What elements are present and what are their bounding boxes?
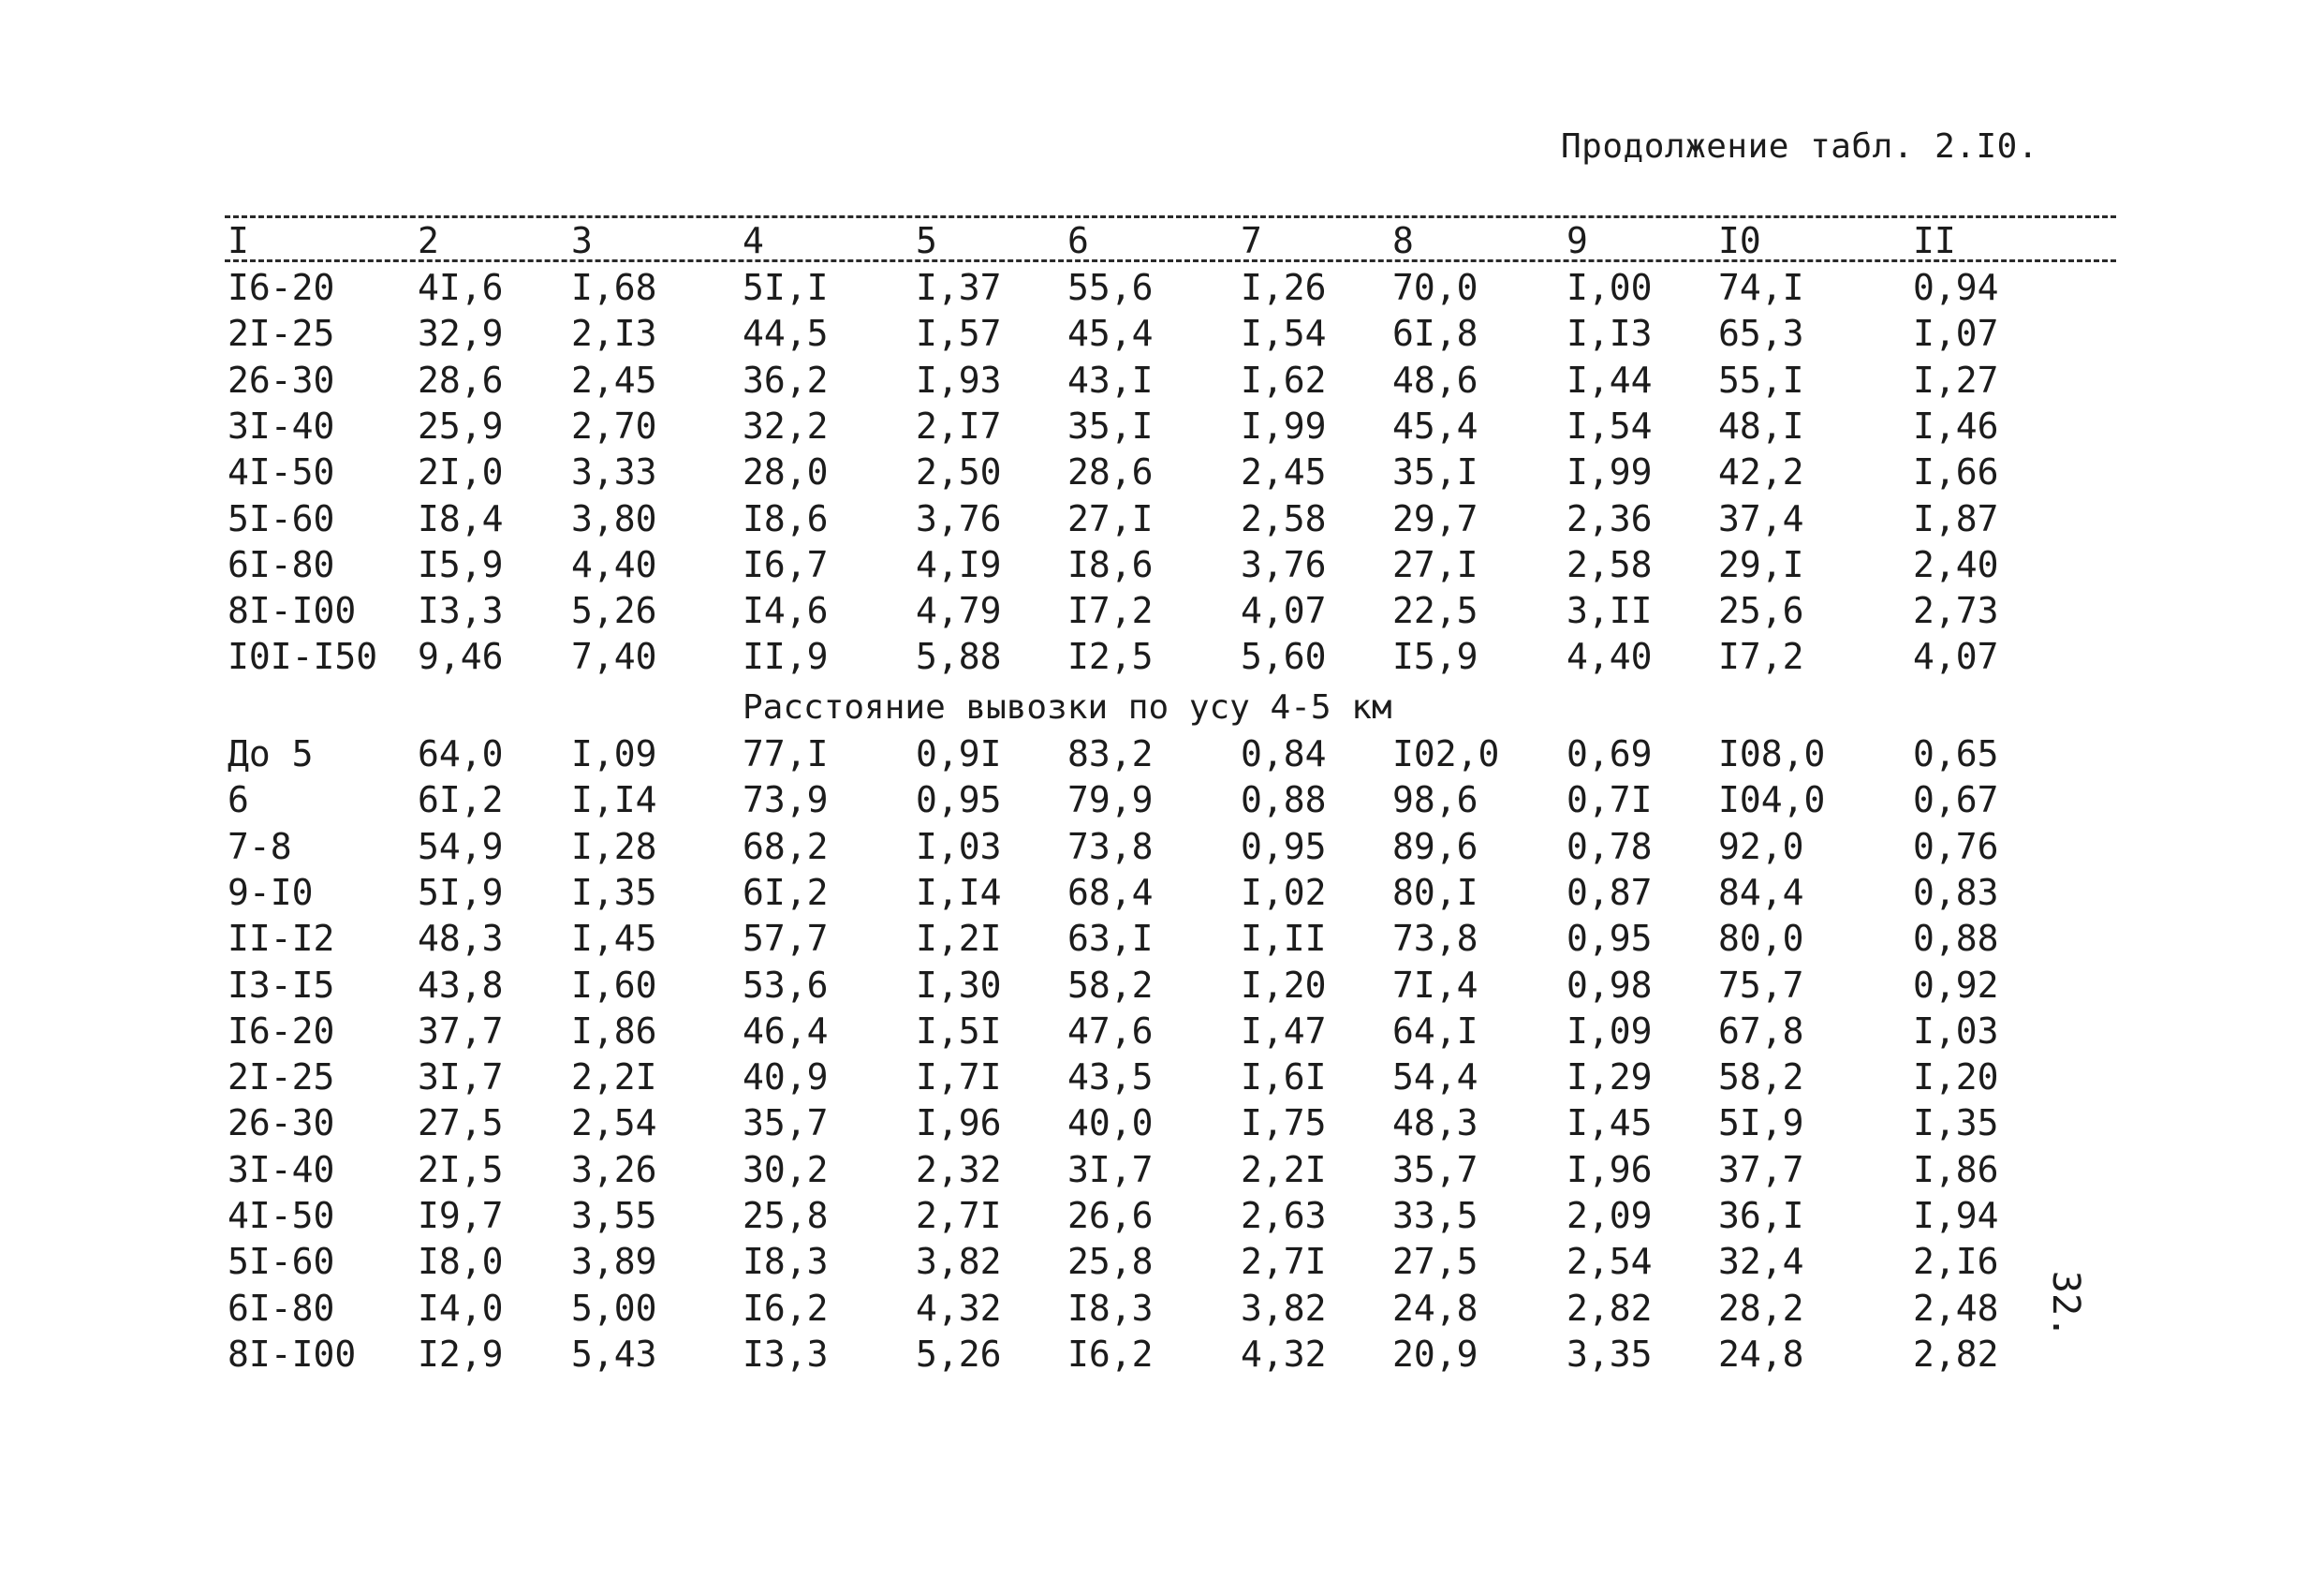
table-cell: I4,6 — [743, 590, 829, 632]
table-cell: 35,7 — [743, 1102, 829, 1144]
table-cell: 5,43 — [571, 1333, 657, 1375]
table-cell: 5,00 — [571, 1287, 657, 1329]
table-cell: 5I,I — [743, 267, 829, 308]
table-cell: I6,2 — [1067, 1333, 1154, 1375]
table-cell: 5,88 — [916, 636, 1002, 678]
table-cell: II,9 — [743, 636, 829, 678]
table-cell: I,30 — [916, 964, 1002, 1006]
table-cell: 0,88 — [1913, 918, 1999, 960]
table-row — [0, 1285, 2324, 1332]
table-cell: 28,6 — [418, 359, 504, 401]
table-cell: I,I4 — [916, 871, 1002, 913]
table-cell: 4,40 — [1566, 636, 1653, 678]
table-cell: I8,6 — [1067, 543, 1154, 585]
table-cell: 2,36 — [1566, 497, 1653, 539]
table-cell: 0,84 — [1241, 733, 1327, 774]
table-cell: I,54 — [1566, 405, 1653, 447]
table-cell: I,45 — [571, 918, 657, 960]
row-label: 6I-80 — [228, 1287, 335, 1329]
row-label: 2I-25 — [228, 1056, 335, 1098]
table-cell: I7,2 — [1718, 636, 1804, 678]
table-cell: 3,76 — [1241, 543, 1327, 585]
table-cell: 5I,9 — [418, 871, 504, 913]
table-cell: 25,8 — [743, 1195, 829, 1236]
table-cell: 43,5 — [1067, 1056, 1154, 1098]
table-cell: 27,5 — [1392, 1241, 1478, 1283]
table-cell: 63,I — [1067, 918, 1154, 960]
table-cell: 57,7 — [743, 918, 829, 960]
table-cell: 7,40 — [571, 636, 657, 678]
table-cell: 2,40 — [1913, 543, 1999, 585]
row-label: 5I-60 — [228, 1241, 335, 1283]
table-cell: I8,6 — [743, 497, 829, 539]
table-cell: 4,40 — [571, 543, 657, 585]
table-cell: I,35 — [571, 871, 657, 913]
table-cell: 25,9 — [418, 405, 504, 447]
table-cell: 47,6 — [1067, 1010, 1154, 1052]
table-cell: 35,7 — [1392, 1148, 1478, 1190]
table-cell: 29,I — [1718, 543, 1804, 585]
table-cell: 74,I — [1718, 267, 1804, 308]
table-cell: 0,92 — [1913, 964, 1999, 1006]
header-cell: 7 — [1241, 220, 1262, 261]
table-row — [0, 449, 2324, 495]
row-label: 6 — [228, 779, 249, 821]
row-label: 3I-40 — [228, 1148, 335, 1190]
header-cell: 4 — [743, 220, 764, 261]
table-cell: I,35 — [1913, 1102, 1999, 1144]
table-row — [0, 1192, 2324, 1239]
table-cell: 54,9 — [418, 825, 504, 867]
table-cell: 79,9 — [1067, 779, 1154, 821]
table-row — [0, 776, 2324, 823]
table-cell: 42,2 — [1718, 451, 1804, 494]
table-cell: 2,48 — [1913, 1287, 1999, 1329]
table-cell: 37,7 — [1718, 1148, 1804, 1190]
table-row — [0, 264, 2324, 311]
table-cell: 27,5 — [418, 1102, 504, 1144]
table-cell: 2,I7 — [916, 405, 1002, 447]
table-cell: 3,35 — [1566, 1333, 1653, 1375]
table-row — [0, 869, 2324, 916]
table-cell: 0,98 — [1566, 964, 1653, 1006]
table-cell: 0,95 — [916, 779, 1002, 821]
table-cell: 0,88 — [1241, 779, 1327, 821]
table-cell: I04,0 — [1718, 779, 1826, 821]
table-cell: I7,2 — [1067, 590, 1154, 632]
table-cell: 35,I — [1392, 451, 1478, 494]
table-cell: I,45 — [1566, 1102, 1653, 1144]
table-cell: I6,7 — [743, 543, 829, 585]
table-cell: 22,5 — [1392, 590, 1478, 632]
table-cell: I,II — [1241, 918, 1327, 960]
table-cell: 53,6 — [743, 964, 829, 1006]
table-cell: 3,82 — [1241, 1287, 1327, 1329]
table-cell: I,46 — [1913, 405, 1999, 447]
table-cell: 36,I — [1718, 1195, 1804, 1236]
table-cell: 2,82 — [1566, 1287, 1653, 1329]
table-cell: 4,I9 — [916, 543, 1002, 585]
table-cell: I,20 — [1913, 1056, 1999, 1098]
table-cell: 3,89 — [571, 1241, 657, 1283]
table-cell: 3,33 — [571, 451, 657, 494]
table-row — [0, 587, 2324, 634]
header-cell: 9 — [1566, 220, 1588, 261]
section-title: Расстояние вывозки по усу 4-5 км — [743, 688, 1392, 727]
table-cell: 40,9 — [743, 1056, 829, 1098]
row-label: 2I-25 — [228, 313, 335, 355]
table-cell: 0,9I — [916, 733, 1002, 774]
table-cell: 32,2 — [743, 405, 829, 447]
table-cell: 43,I — [1067, 359, 1154, 401]
table-cell: I,37 — [916, 267, 1002, 308]
row-label: 8I-I00 — [228, 590, 357, 632]
row-label: II-I2 — [228, 918, 335, 960]
table-cell: I,28 — [571, 825, 657, 867]
row-label: До 5 — [228, 733, 314, 774]
table-row — [0, 915, 2324, 962]
header-cell: II — [1913, 220, 1956, 261]
table-cell: 6I,2 — [743, 871, 829, 913]
table-cell: 2,45 — [1241, 451, 1327, 494]
row-label: 4I-50 — [228, 451, 335, 494]
table-cell: I,96 — [916, 1102, 1002, 1144]
table-cell: 55,I — [1718, 359, 1804, 401]
table-caption: Продолжение табл. 2.I0. — [1561, 127, 2038, 166]
table-cell: 0,67 — [1913, 779, 1999, 821]
table-row — [0, 823, 2324, 870]
header-cell: 3 — [571, 220, 593, 261]
table-cell: 5I,9 — [1718, 1102, 1804, 1144]
table-row — [0, 1054, 2324, 1100]
table-cell: I,7I — [916, 1056, 1002, 1098]
table-cell: 0,65 — [1913, 733, 1999, 774]
table-cell: 3,80 — [571, 497, 657, 539]
table-cell: 36,2 — [743, 359, 829, 401]
header-cell: 8 — [1392, 220, 1414, 261]
table-cell: I,07 — [1913, 313, 1999, 355]
row-label: 26-30 — [228, 1102, 335, 1144]
table-cell: I,03 — [916, 825, 1002, 867]
table-row — [0, 962, 2324, 1009]
table-cell: 37,7 — [418, 1010, 504, 1052]
table-cell: 24,8 — [1718, 1333, 1804, 1375]
table-cell: I,54 — [1241, 313, 1327, 355]
table-cell: 43,8 — [418, 964, 504, 1006]
table-cell: 35,I — [1067, 405, 1154, 447]
table-cell: 64,I — [1392, 1010, 1478, 1052]
table-cell: 5,26 — [571, 590, 657, 632]
table-cell: 33,5 — [1392, 1195, 1478, 1236]
table-cell: 4,32 — [1241, 1333, 1327, 1375]
table-cell: 68,2 — [743, 825, 829, 867]
header-cell: 2 — [418, 220, 439, 261]
table-cell: 64,0 — [418, 733, 504, 774]
table-cell: I,44 — [1566, 359, 1653, 401]
table-cell: 0,78 — [1566, 825, 1653, 867]
table-cell: I,27 — [1913, 359, 1999, 401]
table-cell: 2,70 — [571, 405, 657, 447]
table-cell: I,29 — [1566, 1056, 1653, 1098]
table-cell: I,60 — [571, 964, 657, 1006]
table-cell: 4,79 — [916, 590, 1002, 632]
table-cell: 73,8 — [1392, 918, 1478, 960]
table-cell: I,03 — [1913, 1010, 1999, 1052]
row-label: 3I-40 — [228, 405, 335, 447]
table-header-rule — [225, 259, 2116, 262]
table-header-row — [0, 217, 2324, 264]
table-cell: I,6I — [1241, 1056, 1327, 1098]
table-cell: 26,6 — [1067, 1195, 1154, 1236]
table-cell: I,68 — [571, 267, 657, 308]
table-cell: 29,7 — [1392, 497, 1478, 539]
table-cell: 67,8 — [1718, 1010, 1804, 1052]
header-cell: 6 — [1067, 220, 1089, 261]
table-cell: 55,6 — [1067, 267, 1154, 308]
table-cell: 46,4 — [743, 1010, 829, 1052]
table-cell: I08,0 — [1718, 733, 1826, 774]
page-number: 32. — [2044, 1270, 2088, 1339]
table-cell: 83,2 — [1067, 733, 1154, 774]
table-cell: 70,0 — [1392, 267, 1478, 308]
table-cell: 6I,8 — [1392, 313, 1478, 355]
table-cell: 2,73 — [1913, 590, 1999, 632]
table-cell: 77,I — [743, 733, 829, 774]
table-cell: 25,6 — [1718, 590, 1804, 632]
table-cell: 7I,4 — [1392, 964, 1478, 1006]
table-cell: 68,4 — [1067, 871, 1154, 913]
table-cell: 3I,7 — [1067, 1148, 1154, 1190]
table-cell: I,20 — [1241, 964, 1327, 1006]
table-row — [0, 1099, 2324, 1146]
table-cell: I9,7 — [418, 1195, 504, 1236]
table-cell: I2,5 — [1067, 636, 1154, 678]
table-cell: I,26 — [1241, 267, 1327, 308]
table-cell: 48,3 — [1392, 1102, 1478, 1144]
table-cell: I,86 — [571, 1010, 657, 1052]
table-cell: I3,3 — [418, 590, 504, 632]
header-cell: 5 — [916, 220, 937, 261]
table-cell: 0,83 — [1913, 871, 1999, 913]
table-cell: I,93 — [916, 359, 1002, 401]
table-cell: 2,58 — [1241, 497, 1327, 539]
row-label: 7-8 — [228, 825, 292, 867]
header-cell: I — [228, 220, 249, 261]
table-cell: 5,60 — [1241, 636, 1327, 678]
table-cell: 2,2I — [571, 1056, 657, 1098]
row-label: 4I-50 — [228, 1195, 335, 1236]
table-cell: I,99 — [1241, 405, 1327, 447]
table-cell: 4,07 — [1913, 636, 1999, 678]
row-label: 8I-I00 — [228, 1333, 357, 1375]
table-cell: 27,I — [1067, 497, 1154, 539]
table-cell: 84,4 — [1718, 871, 1804, 913]
table-cell: I02,0 — [1392, 733, 1500, 774]
table-cell: 27,I — [1392, 543, 1478, 585]
table-cell: I,62 — [1241, 359, 1327, 401]
table-cell: I8,0 — [418, 1241, 504, 1283]
table-cell: 73,9 — [743, 779, 829, 821]
table-cell: I,5I — [916, 1010, 1002, 1052]
table-cell: 2I,0 — [418, 451, 504, 494]
table-cell: 4,32 — [916, 1287, 1002, 1329]
table-cell: 2,54 — [1566, 1241, 1653, 1283]
table-cell: 45,4 — [1392, 405, 1478, 447]
row-label: I6-20 — [228, 267, 335, 308]
table-cell: 25,8 — [1067, 1241, 1154, 1283]
table-row — [0, 541, 2324, 588]
table-cell: I4,0 — [418, 1287, 504, 1329]
table-cell: 4,07 — [1241, 590, 1327, 632]
table-cell: 24,8 — [1392, 1287, 1478, 1329]
table-cell: 3I,7 — [418, 1056, 504, 1098]
table-cell: 30,2 — [743, 1148, 829, 1190]
table-cell: I8,4 — [418, 497, 504, 539]
table-cell: 28,0 — [743, 451, 829, 494]
table-cell: 37,4 — [1718, 497, 1804, 539]
table-cell: 80,I — [1392, 871, 1478, 913]
table-cell: 9,46 — [418, 636, 504, 678]
table-cell: I8,3 — [743, 1241, 829, 1283]
table-cell: I5,9 — [1392, 636, 1478, 678]
table-cell: 40,0 — [1067, 1102, 1154, 1144]
table-cell: I,86 — [1913, 1148, 1999, 1190]
table-cell: 3,82 — [916, 1241, 1002, 1283]
table-cell: I,57 — [916, 313, 1002, 355]
table-cell: 28,6 — [1067, 451, 1154, 494]
table-cell: 2,2I — [1241, 1148, 1327, 1190]
row-label: I0I-I50 — [228, 636, 378, 678]
table-row — [0, 1008, 2324, 1054]
table-cell: 28,2 — [1718, 1287, 1804, 1329]
table-row — [0, 730, 2324, 777]
table-cell: 6I,2 — [418, 779, 504, 821]
table-cell: 75,7 — [1718, 964, 1804, 1006]
table-row — [0, 1238, 2324, 1285]
table-cell: 32,4 — [1718, 1241, 1804, 1283]
table-cell: 48,6 — [1392, 359, 1478, 401]
table-cell: I,75 — [1241, 1102, 1327, 1144]
table-cell: I,I3 — [1566, 313, 1653, 355]
row-label: 6I-80 — [228, 543, 335, 585]
table-cell: 0,7I — [1566, 779, 1653, 821]
table-cell: 3,II — [1566, 590, 1653, 632]
table-cell: 45,4 — [1067, 313, 1154, 355]
table-cell: 48,I — [1718, 405, 1804, 447]
table-cell: 0,76 — [1913, 825, 1999, 867]
table-row — [0, 495, 2324, 542]
row-label: 9-I0 — [228, 871, 314, 913]
table-row — [0, 1331, 2324, 1378]
table-cell: 58,2 — [1718, 1056, 1804, 1098]
table-cell: 92,0 — [1718, 825, 1804, 867]
table-row — [0, 357, 2324, 404]
table-cell: I,02 — [1241, 871, 1327, 913]
table-cell: I,47 — [1241, 1010, 1327, 1052]
table-cell: 2,63 — [1241, 1195, 1327, 1236]
table-cell: 48,3 — [418, 918, 504, 960]
table-cell: 0,69 — [1566, 733, 1653, 774]
table-cell: I,96 — [1566, 1148, 1653, 1190]
header-cell: I0 — [1718, 220, 1761, 261]
table-cell: I,66 — [1913, 451, 1999, 494]
row-label: I6-20 — [228, 1010, 335, 1052]
table-cell: 2,32 — [916, 1148, 1002, 1190]
table-cell: I6,2 — [743, 1287, 829, 1329]
table-cell: 2,58 — [1566, 543, 1653, 585]
table-cell: 58,2 — [1067, 964, 1154, 1006]
table-cell: I8,3 — [1067, 1287, 1154, 1329]
table-cell: 20,9 — [1392, 1333, 1478, 1375]
table-cell: 89,6 — [1392, 825, 1478, 867]
table-cell: 2,54 — [571, 1102, 657, 1144]
table-cell: 0,95 — [1241, 825, 1327, 867]
table-cell: 2I,5 — [418, 1148, 504, 1190]
table-cell: I,99 — [1566, 451, 1653, 494]
row-label: 5I-60 — [228, 497, 335, 539]
table-cell: I,87 — [1913, 497, 1999, 539]
table-cell: 0,94 — [1913, 267, 1999, 308]
table-cell: I,I4 — [571, 779, 657, 821]
table-cell: 4I,6 — [418, 267, 504, 308]
table-cell: 2,82 — [1913, 1333, 1999, 1375]
table-cell: 3,26 — [571, 1148, 657, 1190]
table-cell: 3,76 — [916, 497, 1002, 539]
table-cell: 65,3 — [1718, 313, 1804, 355]
table-cell: I,09 — [571, 733, 657, 774]
table-cell: 32,9 — [418, 313, 504, 355]
table-cell: 44,5 — [743, 313, 829, 355]
table-row — [0, 310, 2324, 357]
table-cell: I3,3 — [743, 1333, 829, 1375]
row-label: 26-30 — [228, 359, 335, 401]
table-cell: 0,87 — [1566, 871, 1653, 913]
table-row — [0, 633, 2324, 680]
table-cell: I,2I — [916, 918, 1002, 960]
table-cell: I,09 — [1566, 1010, 1653, 1052]
table-cell: 2,45 — [571, 359, 657, 401]
table-row — [0, 1146, 2324, 1193]
table-row — [0, 403, 2324, 450]
table-cell: I2,9 — [418, 1333, 504, 1375]
table-cell: 80,0 — [1718, 918, 1804, 960]
table-cell: 2,50 — [916, 451, 1002, 494]
table-cell: 54,4 — [1392, 1056, 1478, 1098]
table-cell: 2,7I — [1241, 1241, 1327, 1283]
table-cell: 2,I3 — [571, 313, 657, 355]
table-cell: 2,09 — [1566, 1195, 1653, 1236]
table-cell: 0,95 — [1566, 918, 1653, 960]
table-cell: 2,I6 — [1913, 1241, 1999, 1283]
table-cell: 98,6 — [1392, 779, 1478, 821]
table-cell: I,94 — [1913, 1195, 1999, 1236]
table-cell: I5,9 — [418, 543, 504, 585]
table-cell: 2,7I — [916, 1195, 1002, 1236]
row-label: I3-I5 — [228, 964, 335, 1006]
table-cell: 3,55 — [571, 1195, 657, 1236]
table-cell: 73,8 — [1067, 825, 1154, 867]
table-cell: I,00 — [1566, 267, 1653, 308]
table-cell: 5,26 — [916, 1333, 1002, 1375]
